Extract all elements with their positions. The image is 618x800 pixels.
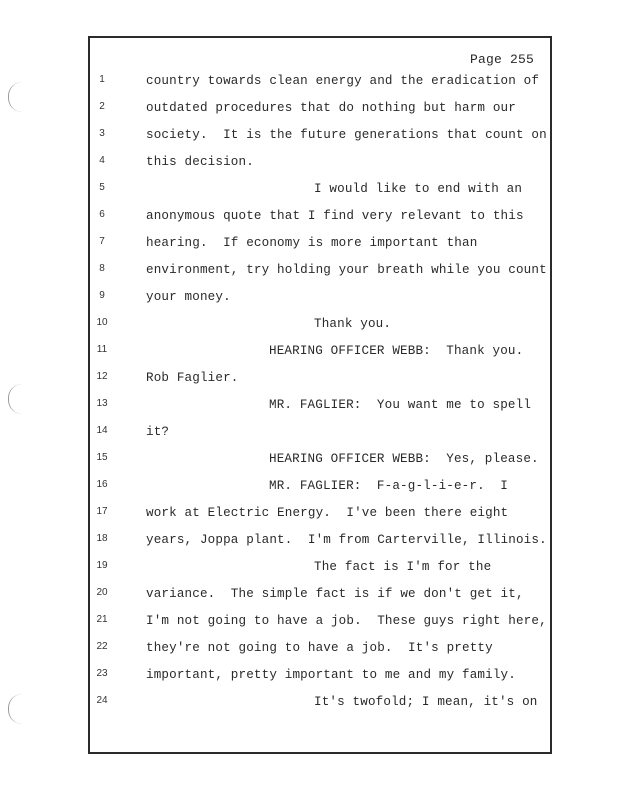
line-number: 18: [96, 533, 108, 544]
page-number: Page 255: [469, 52, 534, 67]
line-number: 9: [99, 290, 105, 301]
transcript-line-22: [90, 641, 550, 661]
line-text: important, pretty important to me and my family.: [146, 668, 516, 682]
line-text: work at Electric Energy. I've been there eight: [146, 506, 509, 520]
line-number: 7: [99, 236, 105, 247]
transcript-line-9: [90, 290, 550, 310]
line-text: Rob Faglier.: [146, 371, 239, 385]
transcript-line-5: [90, 182, 550, 202]
line-number: 24: [96, 695, 108, 706]
line-number: 6: [99, 209, 105, 220]
transcript-line-6: [90, 209, 550, 229]
line-number: 5: [99, 182, 105, 193]
punch-hole-middle: [8, 384, 23, 414]
line-text: years, Joppa plant. I'm from Carterville, Illinois.: [146, 533, 547, 547]
line-number: 10: [96, 317, 108, 328]
line-number: 20: [96, 587, 108, 598]
line-text: Thank you.: [314, 317, 392, 331]
transcript-line-2: [90, 101, 550, 121]
line-text: your money.: [146, 290, 231, 304]
line-number: 17: [96, 506, 108, 517]
transcript-line-17: [90, 506, 550, 526]
line-number: 15: [96, 452, 108, 463]
line-text: variance. The simple fact is if we don't get it,: [146, 587, 524, 601]
line-text: country towards clean energy and the eradication of: [146, 74, 540, 88]
transcript-line-21: [90, 614, 550, 634]
line-text: MR. FAGLIER: F-a-g-l-i-e-r. I: [269, 479, 508, 493]
transcript-line-3: [90, 128, 550, 148]
line-number: 19: [96, 560, 108, 571]
transcript-line-16: [90, 479, 550, 499]
punch-hole-bottom: [8, 694, 23, 724]
line-number: 8: [99, 263, 105, 274]
line-text: HEARING OFFICER WEBB: Thank you.: [269, 344, 524, 358]
line-text: It's twofold; I mean, it's on: [314, 695, 538, 709]
line-text: anonymous quote that I find very relevant to this: [146, 209, 524, 223]
line-number: 13: [96, 398, 108, 409]
line-text: it?: [146, 425, 170, 439]
transcript-line-11: [90, 344, 550, 364]
transcript-line-15: [90, 452, 550, 472]
transcript-line-10: [90, 317, 550, 337]
line-number: 23: [96, 668, 108, 679]
line-text: HEARING OFFICER WEBB: Yes, please.: [269, 452, 539, 466]
transcript-line-8: [90, 263, 550, 283]
line-number: 21: [96, 614, 108, 625]
line-text: this decision.: [146, 155, 254, 169]
line-number: 4: [99, 155, 105, 166]
line-number: 2: [99, 101, 105, 112]
transcript-line-14: [90, 425, 550, 445]
punch-hole-top: [8, 82, 23, 112]
line-text: society. It is the future generations that count on: [146, 128, 547, 142]
transcript-line-23: [90, 668, 550, 688]
transcript-line-20: [90, 587, 550, 607]
transcript-line-24: [90, 695, 550, 715]
transcript-line-1: [90, 74, 550, 94]
line-text: MR. FAGLIER: You want me to spell: [269, 398, 532, 412]
transcript-line-12: [90, 371, 550, 391]
transcript-line-19: [90, 560, 550, 580]
line-text: I'm not going to have a job. These guys right here,: [146, 614, 547, 628]
line-text: environment, try holding your breath while you count: [146, 263, 547, 277]
line-text: I would like to end with an: [314, 182, 523, 196]
line-text: they're not going to have a job. It's pretty: [146, 641, 493, 655]
line-number: 11: [96, 344, 108, 355]
line-number: 1: [99, 74, 105, 85]
transcript-line-18: [90, 533, 550, 553]
transcript-line-7: [90, 236, 550, 256]
line-number: 3: [99, 128, 105, 139]
line-number: 16: [96, 479, 108, 490]
transcript-line-13: [90, 398, 550, 418]
line-text: outdated procedures that do nothing but harm our: [146, 101, 516, 115]
line-text: hearing. If economy is more important than: [146, 236, 478, 250]
line-number: 14: [96, 425, 108, 436]
line-number: 22: [96, 641, 108, 652]
transcript-line-4: [90, 155, 550, 175]
line-text: The fact is I'm for the: [314, 560, 492, 574]
line-number: 12: [96, 371, 108, 382]
transcript-page: [88, 36, 552, 754]
